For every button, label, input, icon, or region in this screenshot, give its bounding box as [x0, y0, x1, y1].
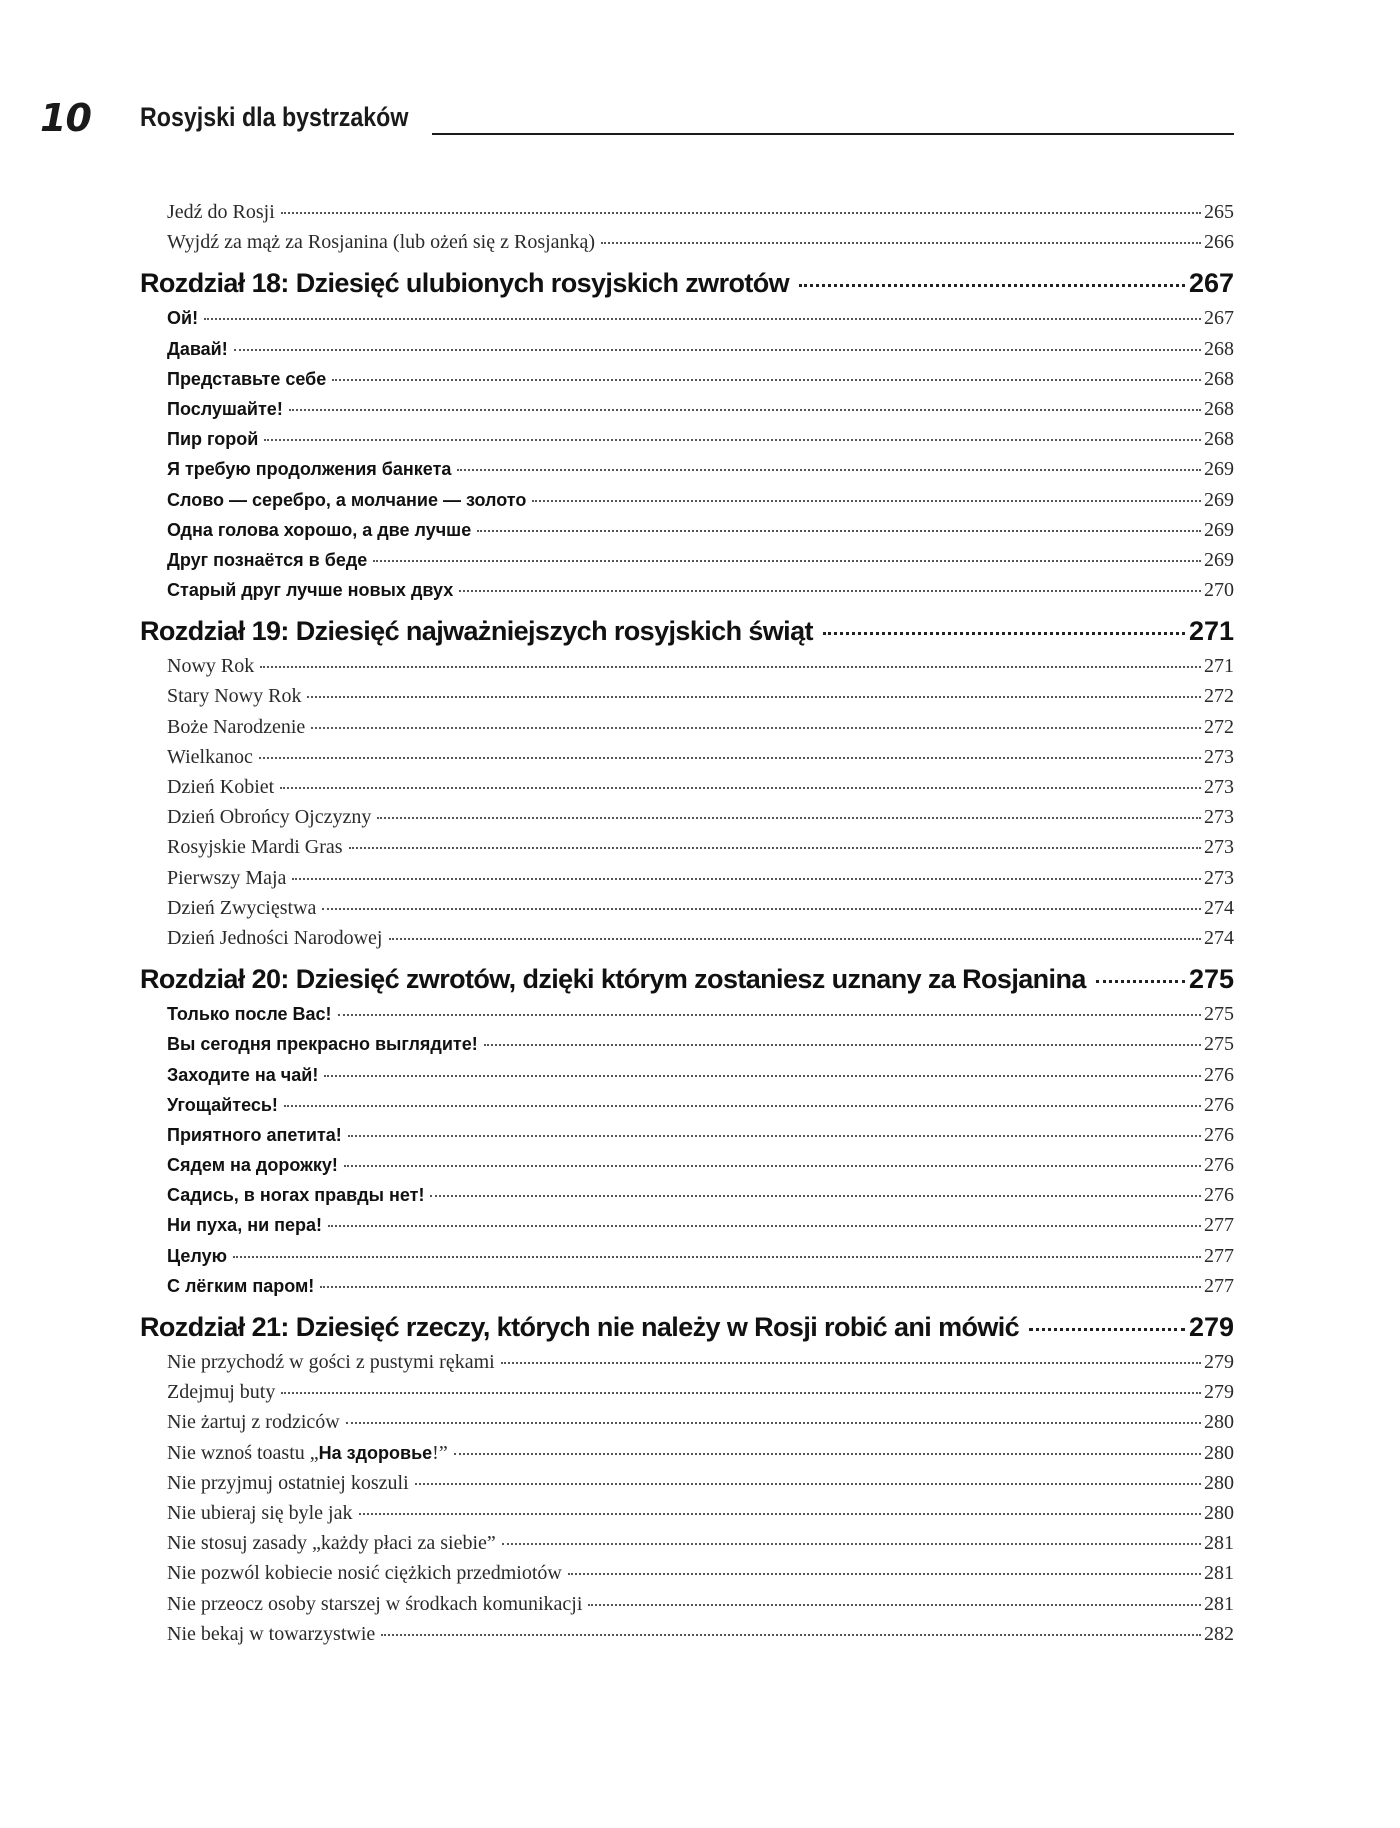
page-number-ref: 273 — [1204, 745, 1234, 768]
dot-leader — [322, 908, 1201, 910]
page-number-ref: 271 — [1204, 655, 1234, 678]
page-number-ref: 268 — [1204, 337, 1234, 360]
entry-text: Zdejmuj buty — [167, 1381, 276, 1404]
entry-text: Nie ubieraj się byle jak — [167, 1501, 353, 1524]
entry-text: Nie przychodź w gości z pustymi rękami — [167, 1351, 495, 1373]
entry-title — [167, 1468, 409, 1498]
dot-leader — [311, 727, 1201, 729]
toc-entry — [167, 1241, 1234, 1271]
entry-text: Целую — [167, 1245, 227, 1266]
page-number: 10 — [40, 96, 91, 140]
toc-entry — [167, 485, 1234, 515]
page-number-ref: 281 — [1204, 1592, 1234, 1615]
dot-leader — [284, 1105, 1201, 1107]
page-number-ref: 270 — [1204, 579, 1234, 602]
toc-entry — [167, 227, 1234, 257]
toc-entry — [167, 802, 1234, 832]
entry-text: Старый друг лучше новых двух — [167, 580, 454, 601]
entry-title — [167, 712, 305, 742]
entry-text: Dzień Jedności Narodowej — [167, 926, 383, 949]
toc-entry — [167, 681, 1234, 711]
entry-text: Wyjdź za mąż za Rosjanina (lub ożeń się z Rosjanką) — [167, 231, 596, 254]
dot-leader — [389, 938, 1202, 940]
page-number-ref: 275 — [1204, 1003, 1234, 1026]
entry-text: Садись, в ногах правды нет! — [167, 1185, 425, 1206]
entry-text: Представьте себе — [167, 368, 327, 389]
dot-leader — [281, 212, 1201, 214]
entry-title — [167, 394, 283, 424]
entry-title — [167, 1498, 353, 1528]
page-number-ref: 276 — [1204, 1184, 1234, 1207]
entry-text: Wielkanoc — [167, 745, 253, 768]
entry-text: Rosyjskie Mardi Gras — [167, 836, 343, 859]
entry-text: Я требую продолжения банкета — [167, 459, 452, 480]
page-number-ref: 274 — [1204, 896, 1234, 919]
page-number-ref: 273 — [1204, 836, 1234, 859]
toc-entry — [167, 1438, 1234, 1468]
toc-entry — [167, 1180, 1234, 1210]
entry-title — [167, 454, 451, 484]
entry-title — [167, 772, 274, 802]
toc-entry — [167, 1090, 1234, 1120]
page-number-ref: 269 — [1204, 488, 1234, 511]
toc-entry — [167, 923, 1234, 953]
dot-leader — [484, 1044, 1201, 1046]
page-number-ref: 280 — [1204, 1441, 1234, 1464]
entry-title — [167, 863, 286, 893]
entry-title — [167, 227, 595, 257]
entry-title — [167, 1090, 278, 1120]
dot-leader — [823, 632, 1185, 635]
russian-phrase: На здоровье — [318, 1442, 433, 1463]
entry-text-after: !” — [432, 1441, 448, 1464]
page-number-ref: 272 — [1204, 685, 1234, 708]
entry-title — [167, 832, 343, 862]
dot-leader — [324, 1075, 1201, 1077]
page-number-ref: 273 — [1204, 776, 1234, 798]
chapter-title — [140, 613, 813, 649]
entry-text: Приятного апетита! — [167, 1124, 342, 1145]
page-number-ref: 280 — [1204, 1471, 1234, 1494]
page-header — [40, 98, 1234, 138]
toc-entry — [167, 394, 1234, 424]
dot-leader — [457, 469, 1201, 471]
page-number-ref: 277 — [1204, 1244, 1234, 1267]
dot-leader — [1029, 1328, 1185, 1331]
dot-leader — [346, 1422, 1201, 1424]
toc-entry — [167, 863, 1234, 893]
toc-entry — [167, 1120, 1234, 1150]
toc-entry — [167, 575, 1234, 605]
toc-entry — [167, 1528, 1234, 1558]
page-number-ref: 274 — [1204, 926, 1234, 949]
dot-leader — [430, 1195, 1201, 1197]
page-number-ref: 271 — [1188, 616, 1234, 647]
entry-text: Nie wznoś toastu „ — [167, 1441, 319, 1464]
toc-entry — [167, 651, 1234, 681]
dot-leader — [415, 1483, 1201, 1485]
toc-entry — [167, 712, 1234, 742]
entry-title — [167, 1438, 448, 1468]
toc-entry — [167, 772, 1234, 802]
dot-leader — [332, 379, 1201, 381]
dot-leader — [799, 284, 1185, 287]
entry-title — [167, 1528, 496, 1558]
dot-leader — [234, 349, 1201, 351]
page-number-ref: 269 — [1204, 458, 1234, 481]
entry-text: Nie pozwól kobiecie nosić ciężkich przedmiotów — [167, 1562, 562, 1585]
page-number-ref: 266 — [1204, 231, 1234, 254]
entry-text: Dzień Zwycięstwa — [167, 896, 317, 919]
page-number-ref: 265 — [1204, 201, 1234, 223]
entry-title — [167, 334, 228, 364]
entry-title — [167, 424, 258, 454]
page-number-ref: 267 — [1204, 307, 1234, 330]
header-rule — [432, 133, 1234, 135]
toc-entry — [167, 1589, 1234, 1619]
page-number-ref: 276 — [1204, 1063, 1234, 1086]
entry-text: Nie przyjmuj ostatniej koszuli — [167, 1471, 409, 1494]
page-number-ref: 282 — [1204, 1622, 1234, 1645]
entry-text: Слово — серебро, а молчание — золото — [167, 489, 527, 510]
toc-chapter-heading — [140, 613, 1234, 649]
entry-title — [167, 1180, 424, 1210]
entry-text: Давай! — [167, 338, 228, 359]
toc-entry — [167, 1468, 1234, 1498]
dot-leader — [338, 1014, 1201, 1016]
entry-title — [167, 1407, 340, 1437]
entry-title — [167, 575, 453, 605]
dot-leader — [281, 1392, 1201, 1394]
page-number-ref: 269 — [1204, 518, 1234, 541]
dot-leader — [381, 1634, 1201, 1636]
entry-title — [167, 1589, 582, 1619]
page-number-ref: 268 — [1204, 397, 1234, 420]
dot-leader — [307, 696, 1201, 698]
dot-leader — [532, 500, 1201, 502]
page-number-ref: 276 — [1204, 1123, 1234, 1146]
entry-title — [167, 893, 316, 923]
entry-text: Rozdział 19: Dziesięć najważniejszych rosyjskich świąt — [140, 616, 813, 647]
page-number-ref: 280 — [1204, 1501, 1234, 1524]
page-number-ref: 273 — [1204, 866, 1234, 889]
page-number-ref: 281 — [1204, 1562, 1234, 1585]
page-number-ref: 276 — [1204, 1093, 1234, 1116]
page-number-ref: 279 — [1204, 1351, 1234, 1373]
dot-leader — [588, 1604, 1201, 1606]
entry-title — [167, 1271, 314, 1301]
entry-title — [167, 999, 332, 1029]
toc-entry — [167, 1407, 1234, 1437]
entry-title — [167, 1558, 562, 1588]
toc-entry — [167, 197, 1234, 227]
entry-text: Послушайте! — [167, 398, 283, 419]
dot-leader — [454, 1453, 1201, 1455]
toc-entry — [167, 1029, 1234, 1059]
dot-leader — [377, 817, 1201, 819]
entry-text: Nie stosuj zasady „każdy płaci za siebie” — [167, 1532, 496, 1555]
entry-title — [167, 1029, 478, 1059]
entry-text: Угощайтесь! — [167, 1094, 278, 1115]
entry-title — [167, 545, 367, 575]
toc-entry — [167, 334, 1234, 364]
entry-text: Вы сегодня прекрасно выглядите! — [167, 1034, 478, 1055]
entry-text: Пир горой — [167, 429, 259, 450]
entry-title — [167, 651, 254, 681]
dot-leader — [568, 1573, 1201, 1575]
entry-title — [167, 802, 371, 832]
toc-entry — [167, 1498, 1234, 1528]
entry-title — [167, 681, 301, 711]
toc-entry — [167, 1619, 1234, 1649]
dot-leader — [344, 1165, 1201, 1167]
toc-chapter-heading — [140, 961, 1234, 997]
entry-text: Nie przeocz osoby starszej w środkach komunikacji — [167, 1592, 583, 1615]
toc-entry — [167, 1271, 1234, 1301]
chapter-title — [140, 1309, 1019, 1345]
dot-leader — [259, 757, 1201, 759]
toc-entry — [167, 1060, 1234, 1090]
entry-title — [167, 303, 198, 333]
toc-entry — [167, 1377, 1234, 1407]
toc-entry — [167, 742, 1234, 772]
dot-leader — [349, 847, 1201, 849]
entry-text: С лёгким паром! — [167, 1275, 315, 1296]
entry-text: Nie bekaj w towarzystwie — [167, 1622, 376, 1645]
dot-leader — [260, 666, 1201, 668]
dot-leader — [501, 1362, 1201, 1364]
page-number-ref: 280 — [1204, 1411, 1234, 1434]
toc-chapter-heading — [140, 265, 1234, 301]
toc-entry — [167, 303, 1234, 333]
entry-title — [167, 923, 383, 953]
toc-entry — [167, 1150, 1234, 1180]
page-number-ref: 273 — [1204, 806, 1234, 829]
entry-title — [167, 1619, 375, 1649]
dot-leader — [1096, 980, 1185, 983]
toc-entry — [167, 999, 1234, 1029]
dot-leader — [289, 409, 1201, 411]
page-number-ref: 275 — [1204, 1033, 1234, 1056]
page-number-ref: 277 — [1204, 1274, 1234, 1297]
dot-leader — [264, 439, 1201, 441]
entry-title — [167, 1120, 342, 1150]
page-number-ref: 281 — [1204, 1532, 1234, 1555]
dot-leader — [601, 242, 1201, 244]
toc-entry — [167, 1210, 1234, 1240]
toc-entry — [167, 1558, 1234, 1588]
dot-leader — [204, 318, 1201, 320]
entry-title — [167, 1377, 275, 1407]
entry-title — [167, 485, 526, 515]
entry-text: Только после Вас! — [167, 1004, 332, 1025]
dot-leader — [348, 1135, 1201, 1137]
dot-leader — [459, 590, 1201, 592]
entry-text: Сядем на дорожку! — [167, 1155, 338, 1176]
page-number-ref: 268 — [1204, 367, 1234, 390]
dot-leader — [320, 1286, 1201, 1288]
entry-text: Rozdział 21: Dziesięć rzeczy, których nie należy w Rosji robić ani mówić — [140, 1312, 1020, 1342]
dot-leader — [502, 1543, 1201, 1545]
page-number-ref: 277 — [1204, 1214, 1234, 1237]
entry-text: Rozdział 18: Dziesięć ulubionych rosyjskich zwrotów — [140, 268, 790, 299]
entry-text: Boże Narodzenie — [167, 715, 306, 738]
dot-leader — [373, 560, 1201, 562]
chapter-title — [140, 265, 789, 301]
table-of-contents — [140, 197, 1234, 1649]
entry-text: Nowy Rok — [167, 655, 255, 678]
entry-title — [167, 515, 471, 545]
entry-title — [167, 364, 326, 394]
dot-leader — [292, 878, 1201, 880]
dot-leader — [359, 1513, 1202, 1515]
toc-entry — [167, 1347, 1234, 1377]
dot-leader — [328, 1225, 1201, 1227]
entry-title — [167, 197, 275, 227]
entry-title — [167, 1060, 318, 1090]
entry-text: Dzień Obrońcy Ojczyzny — [167, 806, 372, 829]
toc-entry — [167, 454, 1234, 484]
entry-text: Rozdział 20: Dziesięć zwrotów, dzięki którym zostaniesz uznany za Rosjanina — [140, 964, 1086, 995]
page-number-ref: 279 — [1188, 1312, 1234, 1342]
entry-title — [167, 1241, 227, 1271]
dot-leader — [233, 1256, 1201, 1258]
toc-entry — [167, 545, 1234, 575]
page-number-ref: 269 — [1204, 548, 1234, 571]
toc-entry — [167, 364, 1234, 394]
toc-entry — [167, 832, 1234, 862]
entry-text: Nie żartuj z rodziców — [167, 1411, 340, 1434]
toc-chapter-heading — [140, 1309, 1234, 1345]
dot-leader — [477, 530, 1201, 532]
entry-text: Ни пуха, ни пера! — [167, 1215, 323, 1236]
toc-entry — [167, 424, 1234, 454]
entry-title — [167, 1150, 338, 1180]
entry-title — [167, 742, 253, 772]
entry-text: Jedź do Rosji — [167, 201, 275, 223]
page-number-ref: 267 — [1188, 268, 1234, 299]
toc-entry — [167, 515, 1234, 545]
entry-text: Dzień Kobiet — [167, 776, 275, 798]
page-number-ref: 272 — [1204, 715, 1234, 738]
book-title: Rosyjski dla bystrzaków — [140, 102, 409, 132]
page-number-ref: 276 — [1204, 1154, 1234, 1177]
entry-text: Stary Nowy Rok — [167, 685, 302, 708]
entry-text: Друг познаётся в беде — [167, 549, 368, 570]
entry-title — [167, 1210, 322, 1240]
page-number-ref: 279 — [1204, 1381, 1234, 1404]
entry-text: Заходите на чай! — [167, 1064, 319, 1085]
chapter-title — [140, 961, 1086, 997]
entry-text: Ой! — [167, 308, 199, 329]
page-number-ref: 268 — [1204, 428, 1234, 451]
page-number-ref: 275 — [1188, 964, 1234, 995]
entry-text: Pierwszy Maja — [167, 866, 287, 889]
entry-text: Одна голова хорошо, а две лучше — [167, 519, 472, 540]
dot-leader — [280, 787, 1201, 789]
toc-entry — [167, 893, 1234, 923]
entry-title — [167, 1347, 495, 1377]
